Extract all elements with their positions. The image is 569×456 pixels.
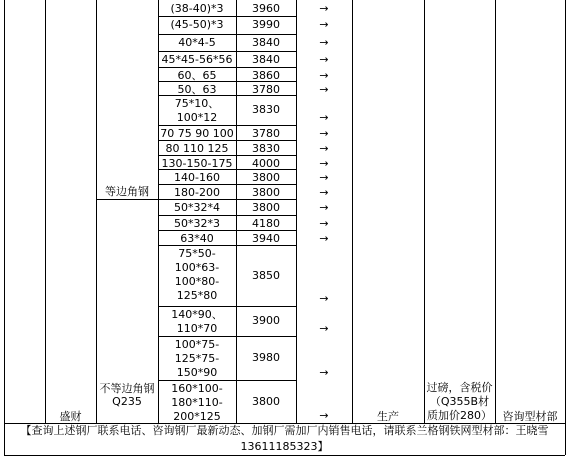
spec-cell: 50、63 bbox=[177, 83, 217, 96]
price-cell: 3830 bbox=[252, 103, 280, 116]
trend-cell: → bbox=[319, 186, 329, 199]
grid-row-line bbox=[158, 215, 296, 216]
spec-cell: 140-160 bbox=[174, 171, 220, 184]
trend-cell: → bbox=[319, 292, 329, 305]
company-cell: 盛财 bbox=[59, 410, 82, 423]
spec-cell: (45-50)*3 bbox=[170, 18, 224, 31]
spec-cell: 180-200 bbox=[174, 186, 220, 199]
spec-cell: 75*50-100*63-100*80-125*80 bbox=[174, 247, 220, 302]
price-cell: 3780 bbox=[252, 83, 280, 96]
spec-cell: 80 110 125 bbox=[165, 142, 229, 155]
spec-cell: (38-40)*3 bbox=[170, 2, 224, 15]
trend-cell: → bbox=[319, 18, 329, 31]
spec-cell: 50*32*4 bbox=[174, 201, 220, 214]
trend-cell: → bbox=[319, 232, 329, 245]
grid-col-line bbox=[565, 423, 566, 455]
grid-row-line bbox=[158, 51, 296, 52]
price-cell: 4000 bbox=[252, 157, 280, 170]
grid-col-line bbox=[96, 0, 97, 423]
contact-cell: 咨询型材部 bbox=[502, 410, 558, 423]
trend-cell: → bbox=[319, 142, 329, 155]
price-cell: 3780 bbox=[252, 127, 280, 140]
grid-row-line bbox=[158, 184, 296, 185]
trend-cell: → bbox=[319, 53, 329, 66]
trend-cell: → bbox=[319, 127, 329, 140]
grid-row-line bbox=[158, 16, 296, 17]
price-cell: 3800 bbox=[252, 395, 280, 408]
spec-cell: 60、65 bbox=[177, 69, 217, 82]
trend-cell: → bbox=[319, 409, 329, 422]
grid-col-line bbox=[236, 0, 237, 423]
trend-cell: → bbox=[319, 2, 329, 15]
grid-col-line bbox=[158, 0, 159, 423]
grid-col-line bbox=[45, 0, 46, 423]
trend-cell: → bbox=[319, 36, 329, 49]
grid-row-line bbox=[158, 230, 296, 231]
trend-cell: → bbox=[319, 111, 329, 124]
grid-row-line bbox=[158, 125, 296, 126]
grid-row-line bbox=[158, 306, 296, 307]
price-cell: 4180 bbox=[252, 217, 280, 230]
spec-cell: 45*45-56*56 bbox=[161, 53, 233, 66]
price-cell: 3960 bbox=[252, 2, 280, 15]
spec-cell: 70 75 90 100 bbox=[160, 127, 234, 140]
price-cell: 3830 bbox=[252, 142, 280, 155]
grid-col-line bbox=[352, 0, 353, 423]
grid-row-line bbox=[158, 67, 296, 68]
grid-col-line bbox=[565, 0, 566, 423]
trend-cell: → bbox=[319, 201, 329, 214]
price-cell: 3800 bbox=[252, 171, 280, 184]
spec-cell: 130-150-175 bbox=[161, 157, 233, 170]
spec-cell: 100*75-125*75-150*90 bbox=[174, 338, 220, 379]
trend-cell: → bbox=[319, 322, 329, 335]
price-cell: 3860 bbox=[252, 69, 280, 82]
trend-cell: → bbox=[319, 171, 329, 184]
grid-row-line bbox=[158, 155, 296, 156]
spec-cell: 50*32*3 bbox=[174, 217, 220, 230]
status-cell: 生产 bbox=[377, 410, 399, 423]
material-cell: 不等边角钢Q235 bbox=[99, 382, 155, 408]
spec-cell: 160*100-180*110-200*125 bbox=[171, 382, 223, 423]
grid-col-line bbox=[296, 0, 297, 423]
grid-row-line bbox=[158, 199, 296, 200]
price-cell: 3990 bbox=[252, 18, 280, 31]
spec-cell: 140*90、110*70 bbox=[171, 308, 223, 335]
grid-row-line bbox=[158, 245, 296, 246]
grid-row-line bbox=[158, 140, 296, 141]
price-note-cell: 过磅，含税价（Q355B材质加价280） bbox=[426, 381, 493, 422]
price-cell: 3980 bbox=[252, 351, 280, 364]
grid-row-line bbox=[96, 199, 158, 200]
grid-col-line bbox=[424, 0, 425, 423]
trend-cell: → bbox=[319, 157, 329, 170]
material-cell: 等边角钢 bbox=[105, 185, 149, 198]
trend-cell: → bbox=[319, 217, 329, 230]
price-cell: 3940 bbox=[252, 232, 280, 245]
grid-row-line bbox=[158, 34, 296, 35]
grid-col-line bbox=[4, 0, 5, 423]
trend-cell: → bbox=[319, 366, 329, 379]
spec-cell: 63*40 bbox=[180, 232, 214, 245]
grid-row-line bbox=[158, 380, 296, 381]
spec-cell: 40*4-5 bbox=[178, 36, 216, 49]
contact-footer: 【查询上述钢厂联系电话、咨询钢厂最新动态、加钢厂需加厂内销售电话，请联系兰格钢铁网型材部：王晓雪13611185323】 bbox=[20, 424, 549, 453]
grid-col-line bbox=[495, 0, 496, 423]
grid-row-line bbox=[158, 336, 296, 337]
trend-cell: → bbox=[319, 69, 329, 82]
trend-cell: → bbox=[319, 83, 329, 96]
price-cell: 3840 bbox=[252, 53, 280, 66]
price-cell: 3850 bbox=[252, 269, 280, 282]
price-cell: 3800 bbox=[252, 186, 280, 199]
price-cell: 3840 bbox=[252, 36, 280, 49]
price-cell: 3900 bbox=[252, 314, 280, 327]
price-cell: 3800 bbox=[252, 201, 280, 214]
spec-cell: 75*10、100*12 bbox=[174, 97, 220, 124]
